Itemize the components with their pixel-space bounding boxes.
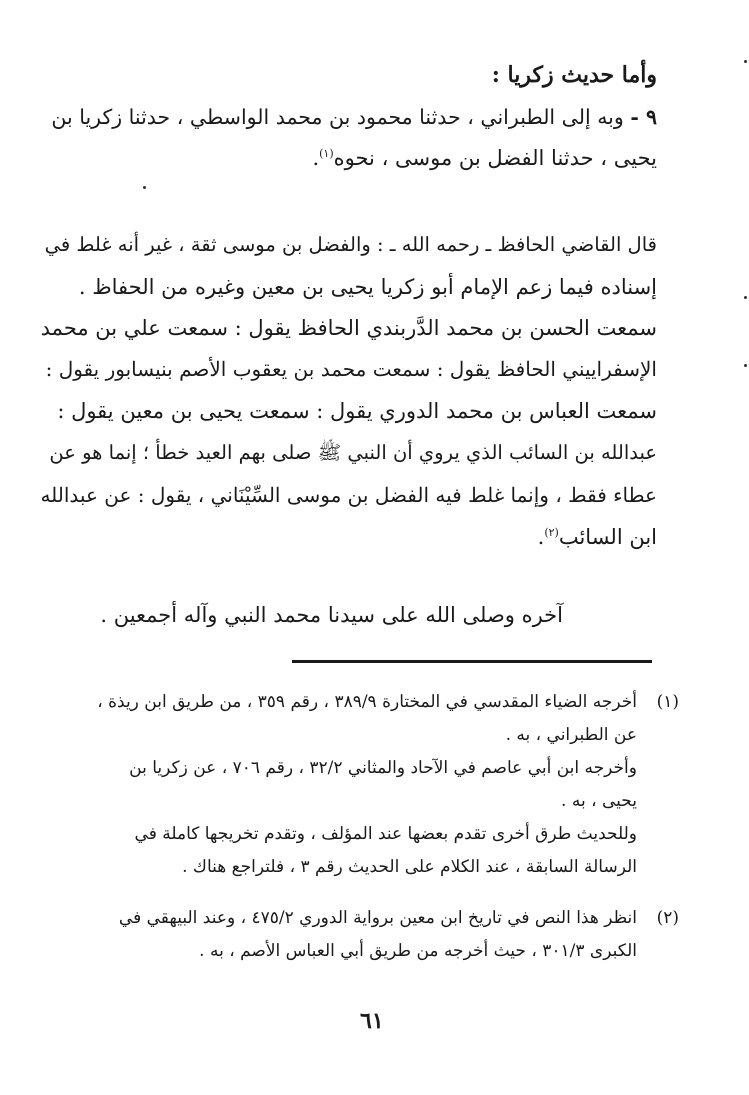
footnote-1-line: وأخرجه ابن أبي عاصم في الآحاد والمثاني ٣٢/٢ ، رقم ٧٠٦ ، عن زكريا بن bbox=[129, 758, 637, 778]
scan-speck bbox=[744, 364, 747, 367]
hadith-line-2: يحيى ، حدثنا الفضل بن موسى ، نحوه$^{(١)}$. bbox=[312, 146, 657, 170]
commentary-line: عبدالله بن السائب الذي يروي أن النبي ﷺ صلى بهم العيد خطأ ؛ إنما هو عن bbox=[49, 441, 657, 464]
hadith-number: ٩ - bbox=[630, 105, 657, 129]
commentary-line-last: ابن السائب$^{(٢)}$. bbox=[537, 525, 657, 549]
page-number: ٦١ bbox=[360, 1008, 384, 1034]
footnote-separator bbox=[292, 660, 652, 663]
footnote-1-number: (١) bbox=[656, 692, 679, 712]
commentary-line: قال القاضي الحافظ ـ رحمه الله ـ : والفضل بن موسى ثقة ، غير أنه غلط في bbox=[44, 233, 657, 256]
commentary-line: الإسفراييني الحافظ يقول : سمعت محمد بن يعقوب الأصم بنيسابور يقول : bbox=[45, 357, 657, 381]
footnote-2-line: الكبرى ٣٠١/٣ ، حيث أخرجه من طريق أبي العباس الأصم ، به . bbox=[199, 941, 637, 961]
commentary-line: سمعت العباس بن محمد الدوري يقول : سمعت يحيى بن معين يقول : bbox=[57, 399, 657, 423]
footnote-2-number: (٢) bbox=[656, 908, 679, 928]
section-heading: وأما حديث زكريا : bbox=[491, 62, 657, 88]
scan-speck bbox=[744, 296, 747, 299]
commentary-line: إسناده فيما زعم الإمام أبو زكريا يحيى بن معين وغيره من الحفاظ . bbox=[78, 275, 657, 299]
scan-speck bbox=[744, 60, 747, 63]
footnote-1-line: الرسالة السابقة ، عند الكلام على الحديث رقم ٣ ، فلتراجع هناك . bbox=[182, 857, 637, 877]
footnote-ref-2[interactable]: (٢) bbox=[544, 526, 559, 539]
hadith-text-2: يحيى ، حدثنا الفضل بن موسى ، نحوه bbox=[333, 146, 657, 170]
footnote-1-line: عن الطبراني ، به . bbox=[505, 725, 637, 745]
footnote-1-line: يحيى ، به . bbox=[561, 791, 637, 811]
hadith-line-1 bbox=[51, 100, 657, 134]
footnote-2-line: انظر هذا النص في تاريخ ابن معين برواية الدوري ٤٧٥/٢ ، وعند البيهقي في bbox=[118, 908, 637, 928]
footnote-ref-1[interactable]: (١) bbox=[319, 147, 334, 160]
hadith-text-1: وبه إلى الطبراني ، حدثنا محمود بن محمد الواسطي ، حدثنا زكريا بن bbox=[51, 105, 624, 129]
footnote-1-line: أخرجه الضياء المقدسي في المختارة ٣٨٩/٩ ، رقم ٣٥٩ ، من طريق ابن ريذة ، bbox=[97, 692, 637, 712]
commentary-last-text: ابن السائب bbox=[558, 525, 657, 549]
footnote-1-line: وللحديث طرق أخرى تقدم بعضها عند المؤلف ، وتقدم تخريجها كاملة في bbox=[134, 824, 637, 844]
scan-speck bbox=[143, 186, 146, 189]
commentary-line: سمعت الحسن بن محمد الدَّربندي الحافظ يقول : سمعت علي بن محمد bbox=[40, 316, 657, 340]
closing-line: آخره وصلى الله على سيدنا محمد النبي وآله أجمعين . bbox=[100, 603, 563, 627]
commentary-line: عطاء فقط ، وإنما غلط فيه الفضل بن موسى السِّيْنَاني ، يقول : عن عبدالله bbox=[40, 483, 657, 507]
